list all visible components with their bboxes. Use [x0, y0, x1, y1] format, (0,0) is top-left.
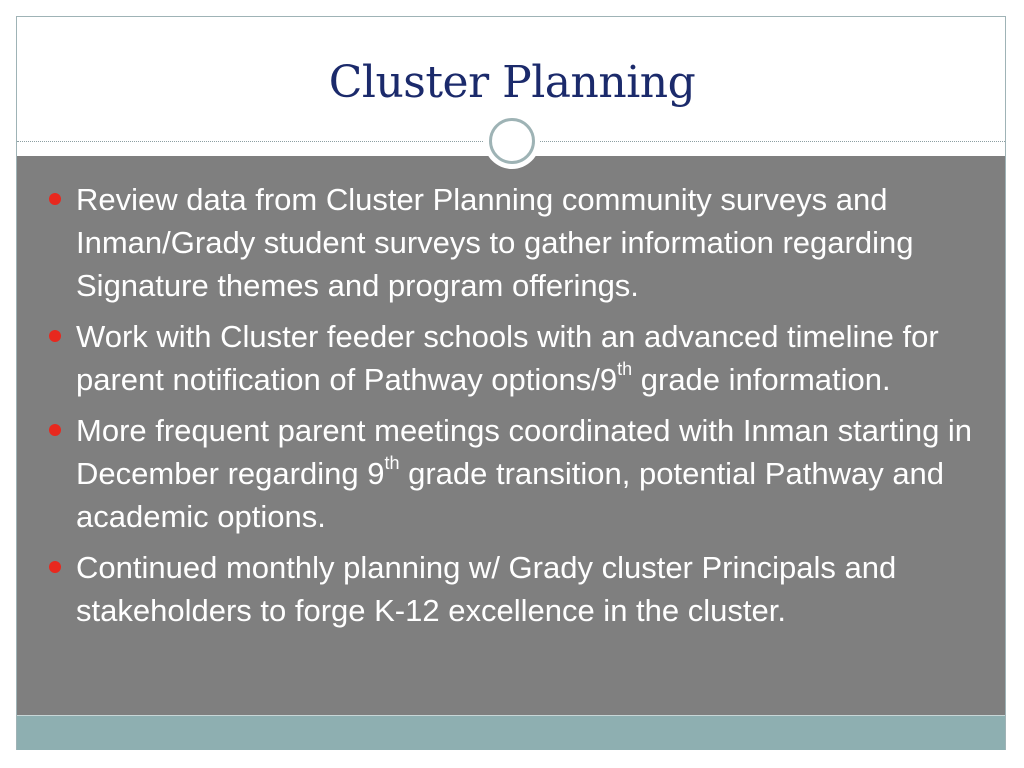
ornament-center: [495, 124, 529, 158]
bullet-dot-icon: [49, 561, 61, 573]
superscript: th: [617, 358, 633, 379]
bullet-text-continued: grade information.: [632, 362, 891, 397]
bullet-text: Review data from Cluster Planning community surveys and Inman/Grady student surveys to gather information regarding Signature themes and program offerings.: [76, 182, 914, 303]
circle-ornament-icon: [484, 113, 540, 169]
bullet-item: [47, 546, 987, 632]
bullet-item: [47, 315, 987, 401]
bullet-text: Continued monthly planning w/ Grady cluster Principals and stakeholders to forge K-12 excellence in the cluster.: [76, 550, 897, 628]
bullet-item: [47, 409, 987, 538]
bullet-item: [47, 178, 987, 307]
content-area: [17, 156, 1005, 715]
bullet-text: Work with Cluster feeder schools with an advanced timeline for parent notification of Pathway options/9: [76, 319, 939, 397]
slide-title: Cluster Planning: [328, 57, 696, 108]
bullet-dot-icon: [49, 424, 61, 436]
bullet-text: More frequent parent meetings coordinated with Inman starting in December regarding 9: [76, 413, 973, 491]
superscript: th: [384, 452, 400, 473]
bullet-list: [47, 178, 987, 640]
bullet-text-continued: grade transition, potential Pathway and academic options.: [76, 456, 945, 534]
bottom-band: [17, 715, 1005, 750]
slide: [16, 16, 1006, 750]
bullet-dot-icon: [49, 330, 61, 342]
bullet-dot-icon: [49, 193, 61, 205]
